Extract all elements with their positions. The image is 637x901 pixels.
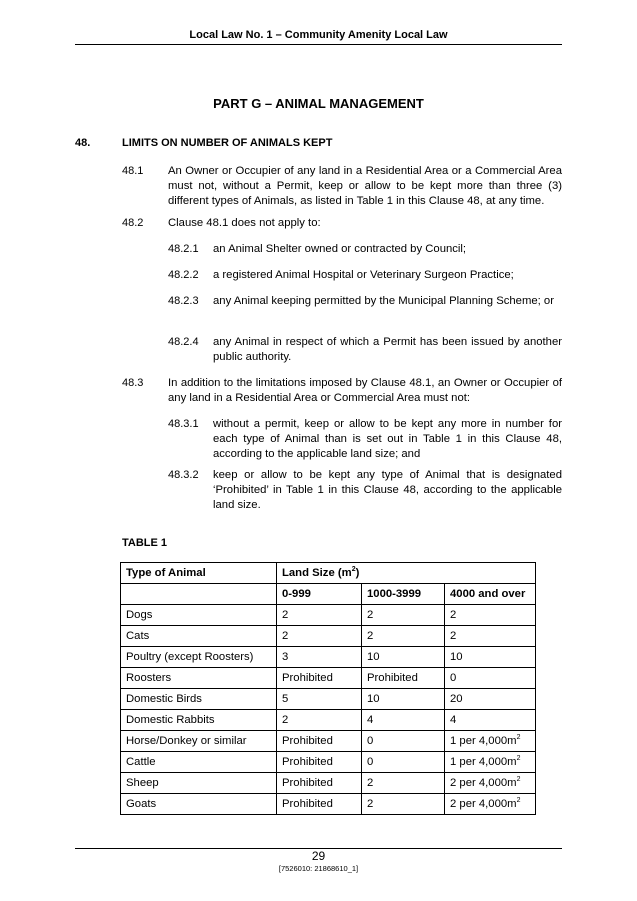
cell-0-999: Prohibited [277,668,362,689]
table-row [121,752,536,773]
cell-4000-over: 2 [445,626,536,647]
cell-4000-over: 4 [445,710,536,731]
clause-48-2-2-number: 48.2.2 [168,269,199,281]
cell-4000-over-value: 2 per 4,000m [450,798,517,810]
cell-type: Cattle [121,752,277,773]
cell-1000-3999: 0 [362,731,445,752]
header-col-4000-over: 4000 and over [445,584,536,605]
cell-4000-over-value: 1 per 4,000m [450,735,517,747]
cell-4000-over [445,731,536,752]
clause-48-3-text: In addition to the limitations imposed by Clause 48.1, an Owner or Occupier of any land in a Residential Area or Commercial Area must not: [168,377,562,404]
table-subheader-row [121,584,536,605]
cell-type: Horse/Donkey or similar [121,731,277,752]
cell-1000-3999: 10 [362,647,445,668]
table-row [121,668,536,689]
cell-4000-over-sup: 2 [516,776,521,784]
clause-48-2-4-text: any Animal in respect of which a Permit has been issued by another public authority. [213,336,562,363]
document-reference: [7526010: 21868610_1] [278,864,359,873]
cell-1000-3999: Prohibited [362,668,445,689]
cell-4000-over: 2 [445,605,536,626]
subheader-empty [121,584,277,605]
cell-type: Sheep [121,773,277,794]
running-header: Local Law No. 1 – Community Amenity Local Law [189,29,448,41]
table-row [121,773,536,794]
clause-48-3-2-number: 48.3.2 [168,469,199,481]
cell-0-999: Prohibited [277,731,362,752]
cell-0-999: 2 [277,605,362,626]
part-title: PART G – ANIMAL MANAGEMENT [213,96,424,111]
header-col-1000-3999: 1000-3999 [362,584,445,605]
cell-type: Domestic Rabbits [121,710,277,731]
cell-0-999: 2 [277,626,362,647]
cell-1000-3999: 2 [362,626,445,647]
cell-1000-3999: 2 [362,794,445,815]
clause-48-2-1-number: 48.2.1 [168,243,199,255]
cell-0-999: 3 [277,647,362,668]
cell-1000-3999: 2 [362,773,445,794]
table-row [121,794,536,815]
header-land-size [277,563,536,584]
table-row [121,731,536,752]
header-divider [75,44,562,45]
table-row [121,647,536,668]
cell-4000-over [445,752,536,773]
clause-48-3-1-text: without a permit, keep or allow to be kept any more in number for each type of Animal than is set out in Table 1 in this Clause 48, according to the applicable land size; and [213,418,562,460]
section-number: 48. [75,137,91,149]
cell-type: Roosters [121,668,277,689]
table-row [121,605,536,626]
clause-48-3-2-text: keep or allow to be kept any type of Animal that is designated ‘Prohibited’ in Table 1 in this Clause 48, according to the applicable land size. [213,469,562,511]
header-land-size-close: ) [355,567,360,579]
clause-48-3-1-number: 48.3.1 [168,418,199,430]
header-land-size-sup: 2 [351,566,356,574]
clause-48-3-number: 48.3 [122,377,144,389]
cell-type: Dogs [121,605,277,626]
clause-48-2-4-number: 48.2.4 [168,336,199,348]
table-row [121,626,536,647]
section-title: LIMITS ON NUMBER OF ANIMALS KEPT [122,137,333,149]
cell-0-999: Prohibited [277,794,362,815]
cell-1000-3999: 10 [362,689,445,710]
cell-4000-over-value: 2 per 4,000m [450,777,517,789]
cell-4000-over: 20 [445,689,536,710]
cell-4000-over [445,773,536,794]
clause-48-1-number: 48.1 [122,165,144,177]
header-land-size-label: Land Size (m [282,567,352,579]
cell-4000-over-value: 1 per 4,000m [450,756,517,768]
table-title: TABLE 1 [122,537,168,549]
cell-type: Goats [121,794,277,815]
page-number: 29 [311,849,326,863]
cell-4000-over-sup: 2 [516,734,521,742]
table-row [121,689,536,710]
cell-type: Cats [121,626,277,647]
cell-4000-over: 10 [445,647,536,668]
cell-4000-over: 0 [445,668,536,689]
cell-type: Domestic Birds [121,689,277,710]
cell-0-999: 5 [277,689,362,710]
header-type-of-animal: Type of Animal [121,563,277,584]
cell-0-999: Prohibited [277,752,362,773]
cell-1000-3999: 0 [362,752,445,773]
clause-48-1-text: An Owner or Occupier of any land in a Residential Area or a Commercial Area must not, without a Permit, keep or allow to be kept more than three (3) different types of Animals, as listed in Table 1 in this Clause 48, at any time. [168,165,562,207]
clause-48-2-text: Clause 48.1 does not apply to: [168,217,321,229]
cell-4000-over-sup: 2 [516,755,521,763]
clause-48-2-number: 48.2 [122,217,144,229]
cell-0-999: 2 [277,710,362,731]
table-header-row [121,563,536,584]
animal-limits-table [120,562,536,815]
cell-1000-3999: 4 [362,710,445,731]
clause-48-2-2-text: a registered Animal Hospital or Veterinary Surgeon Practice; [213,269,514,281]
clause-48-2-1-text: an Animal Shelter owned or contracted by Council; [213,243,467,255]
cell-type: Poultry (except Roosters) [121,647,277,668]
cell-4000-over [445,794,536,815]
cell-0-999: Prohibited [277,773,362,794]
header-col-0-999: 0-999 [277,584,362,605]
cell-4000-over-sup: 2 [516,797,521,805]
table-row [121,710,536,731]
cell-1000-3999: 2 [362,605,445,626]
clause-48-2-3-text: any Animal keeping permitted by the Municipal Planning Scheme; or [213,295,554,307]
clause-48-2-3-number: 48.2.3 [168,295,199,307]
